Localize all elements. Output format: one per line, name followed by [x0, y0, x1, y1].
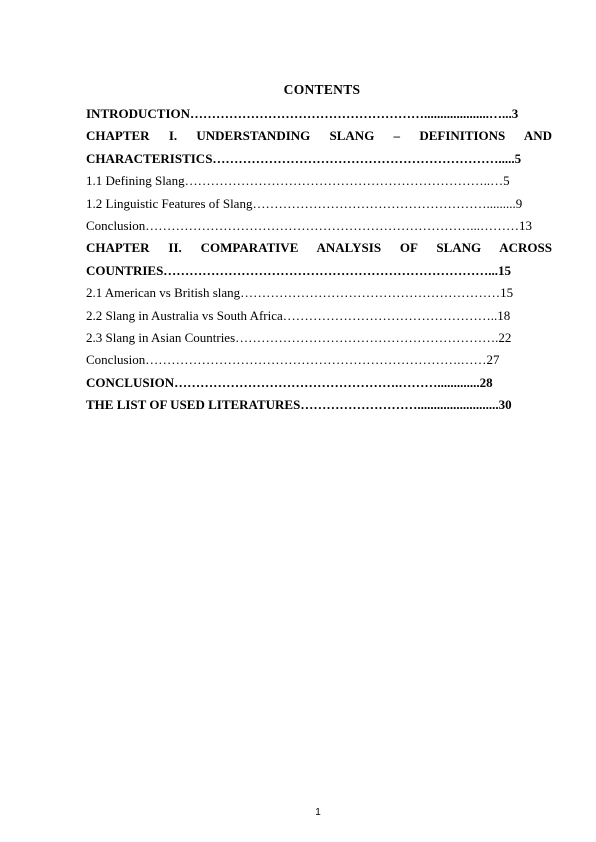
table-of-contents [86, 103, 552, 416]
toc-entry-chapter-2: CHAPTER II. COMPARATIVE ANALYSIS OF SLANG ACROSS [86, 240, 552, 256]
toc-entry-1-2: 1.2 Linguistic Features of Slang……………………………………………….........9 [86, 195, 523, 211]
toc-entry-2-3: 2.3 Slang in Asian Countries…………………………………………………….22 [86, 329, 512, 345]
toc-entry-introduction: INTRODUCTION………………………………………………....................…...3 [86, 106, 519, 121]
toc-entry-conclusion: CONCLUSION…………………………………………….……….............28 [86, 374, 493, 390]
contents-title: CONTENTS [283, 82, 361, 97]
page-number: 1 [315, 807, 321, 818]
toc-entry-literature: THE LIST OF USED LITERATURES……………………….........................30 [86, 397, 512, 413]
toc-entry-1-1: 1.1 Defining Slang……………………………………………………………..…5 [86, 173, 510, 189]
toc-entry-chapter-1: CHAPTER I. UNDERSTANDING SLANG – DEFINITIONS AND [86, 128, 552, 144]
toc-entry-2-2: 2.2 Slang in Australia vs South Africa…………………………………………..18 [86, 307, 511, 323]
toc-entry-conclusion-1: Conclusion…………………………………………………………………...………13 [86, 217, 532, 233]
toc-entry-2-1: 2.1 American vs British slang……………………………………………………15 [86, 285, 514, 301]
toc-entry-chapter-2-cont: COUNTRIES…………………………………………………………………...15 [86, 262, 512, 278]
toc-entry-chapter-1-cont: CHARACTERISTICS………………………………………………………….....5 [86, 150, 522, 166]
toc-entry-conclusion-2: Conclusion……………………………………………………………….……27 [86, 352, 500, 368]
